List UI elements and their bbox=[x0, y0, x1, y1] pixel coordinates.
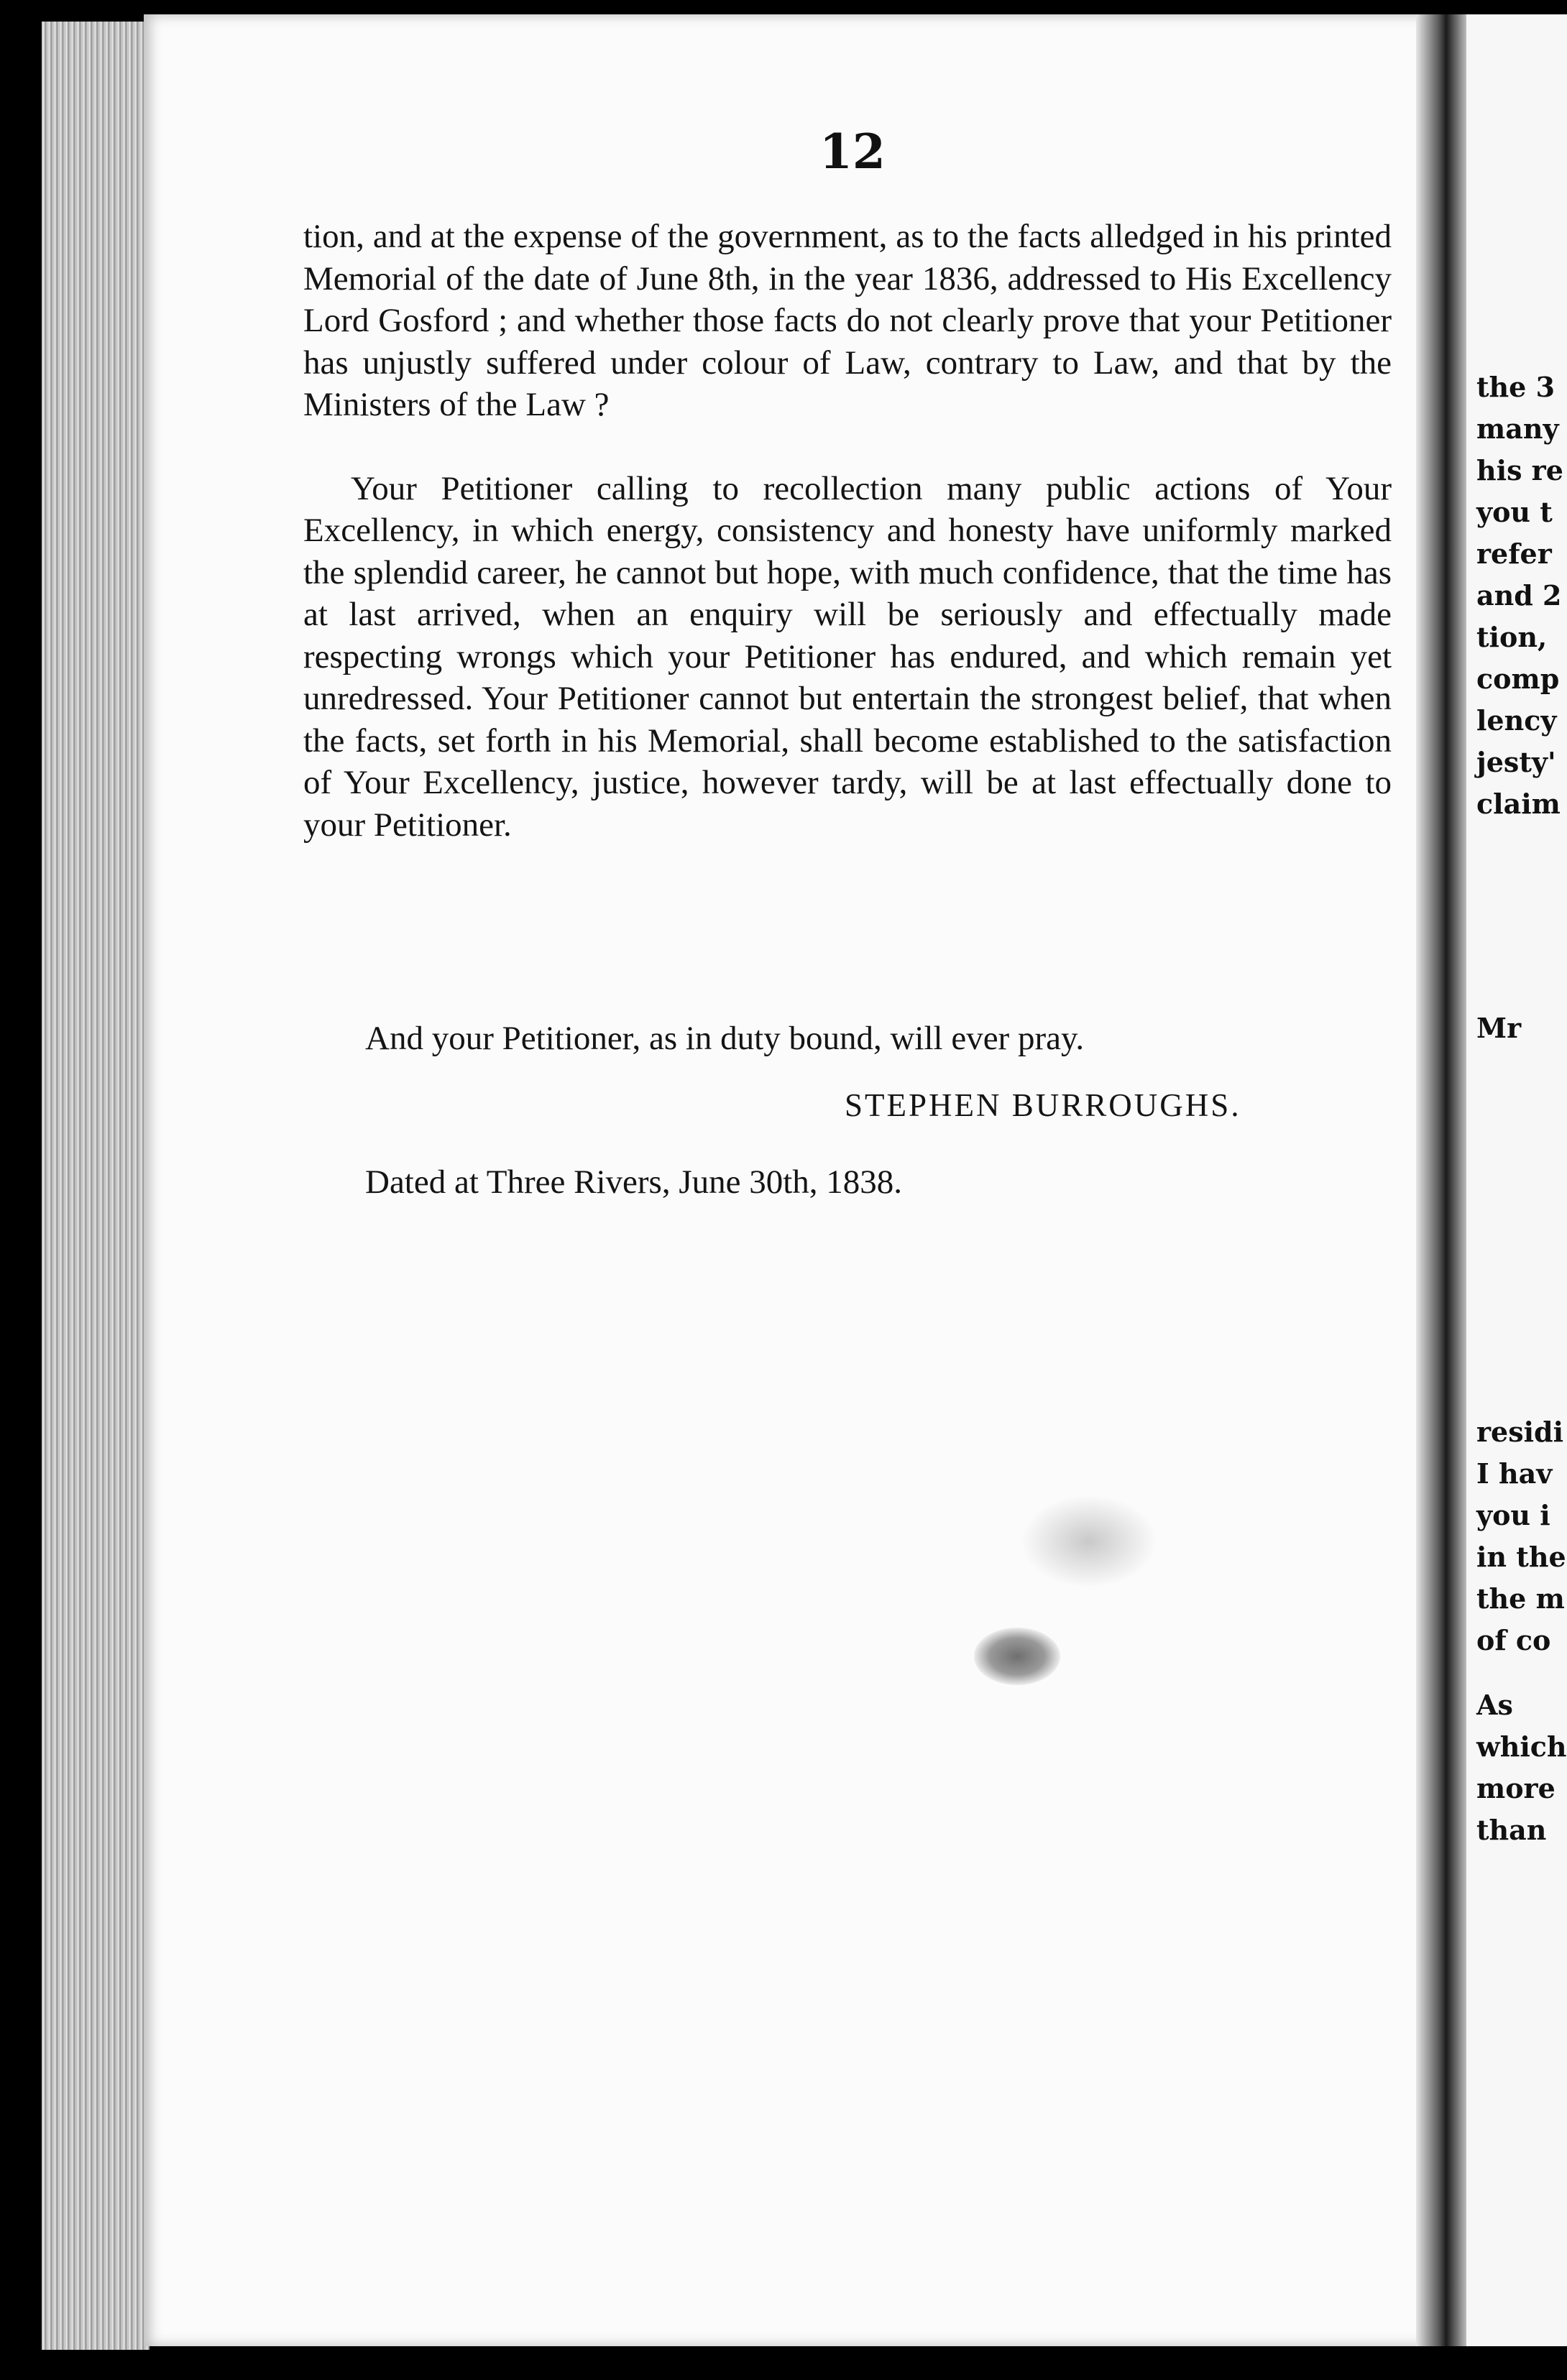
facing-page-fragment: I hav bbox=[1476, 1457, 1553, 1490]
paragraph: Your Petitioner calling to recollection many public actions of Your Excellency, in which energy, consistency and honesty have uniformly marked the splendid career, he cannot but hope, with much confidence, that the time has at last arrived, when an enquiry will be seriously and effectually made respecting wrongs which your Petitioner has endured, and which remain yet unredressed. Your Petitioner cannot but entertain the strongest belief, that when the facts, set forth in his Memorial, shall become established to the satisfaction of Your Excellency, justice, however tardy, will be at last effectually done to your Petitioner. bbox=[303, 469, 1392, 844]
facing-page-fragment: residi bbox=[1476, 1416, 1564, 1448]
facing-page-fragment: you t bbox=[1476, 496, 1553, 528]
facing-page-fragment: his re bbox=[1476, 454, 1563, 486]
facing-page-fragment: in the bbox=[1476, 1541, 1566, 1573]
facing-page-fragment: more bbox=[1476, 1772, 1555, 1804]
facing-page-fragment: tion, bbox=[1476, 621, 1548, 653]
page-edges bbox=[42, 22, 150, 2350]
facing-page-fragment: claim bbox=[1476, 788, 1561, 820]
facing-page-fragment: the m bbox=[1476, 1582, 1565, 1615]
facing-page-fragment: refer bbox=[1476, 538, 1552, 570]
paper-stain bbox=[1021, 1495, 1157, 1588]
facing-page-fragment: Mr bbox=[1476, 1012, 1522, 1044]
page-number: 12 bbox=[819, 124, 886, 180]
facing-page-fragment: of co bbox=[1476, 1624, 1551, 1656]
signature: STEPHEN BURROUGHS. bbox=[845, 1087, 1241, 1123]
book-gutter bbox=[1416, 14, 1466, 2346]
facing-page-fragment: many bbox=[1476, 412, 1559, 445]
facing-page-fragment: comp bbox=[1476, 663, 1560, 695]
petition-body bbox=[303, 216, 1392, 846]
ink-blot bbox=[974, 1628, 1060, 1685]
facing-page-edge bbox=[1466, 14, 1567, 2346]
facing-page-fragment: which bbox=[1476, 1730, 1567, 1763]
facing-page-fragment: you i bbox=[1476, 1499, 1550, 1531]
facing-page-fragment: and 2 bbox=[1476, 579, 1562, 612]
closing-line: And your Petitioner, as in duty bound, will ever pray. bbox=[365, 1020, 1085, 1057]
dateline: Dated at Three Rivers, June 30th, 1838. bbox=[365, 1163, 903, 1201]
facing-page-fragment: As bbox=[1476, 1689, 1513, 1721]
facing-page-fragment: jesty' bbox=[1476, 746, 1556, 778]
facing-page-fragment: than bbox=[1476, 1814, 1547, 1846]
facing-page-fragment: the 3 bbox=[1476, 371, 1555, 403]
facing-page-fragment: lency bbox=[1476, 704, 1557, 737]
paragraph: tion, and at the expense of the government, as to the facts alledged in his printed Memorial of the date of June 8th, in the year 1836, addressed to His Excellency Lord Gosford ; and whether those facts do not clearly prove that your Petitioner has unjustly suffered under colour of Law, contrary to Law, and that by the Ministers of the Law ? bbox=[303, 218, 1392, 423]
